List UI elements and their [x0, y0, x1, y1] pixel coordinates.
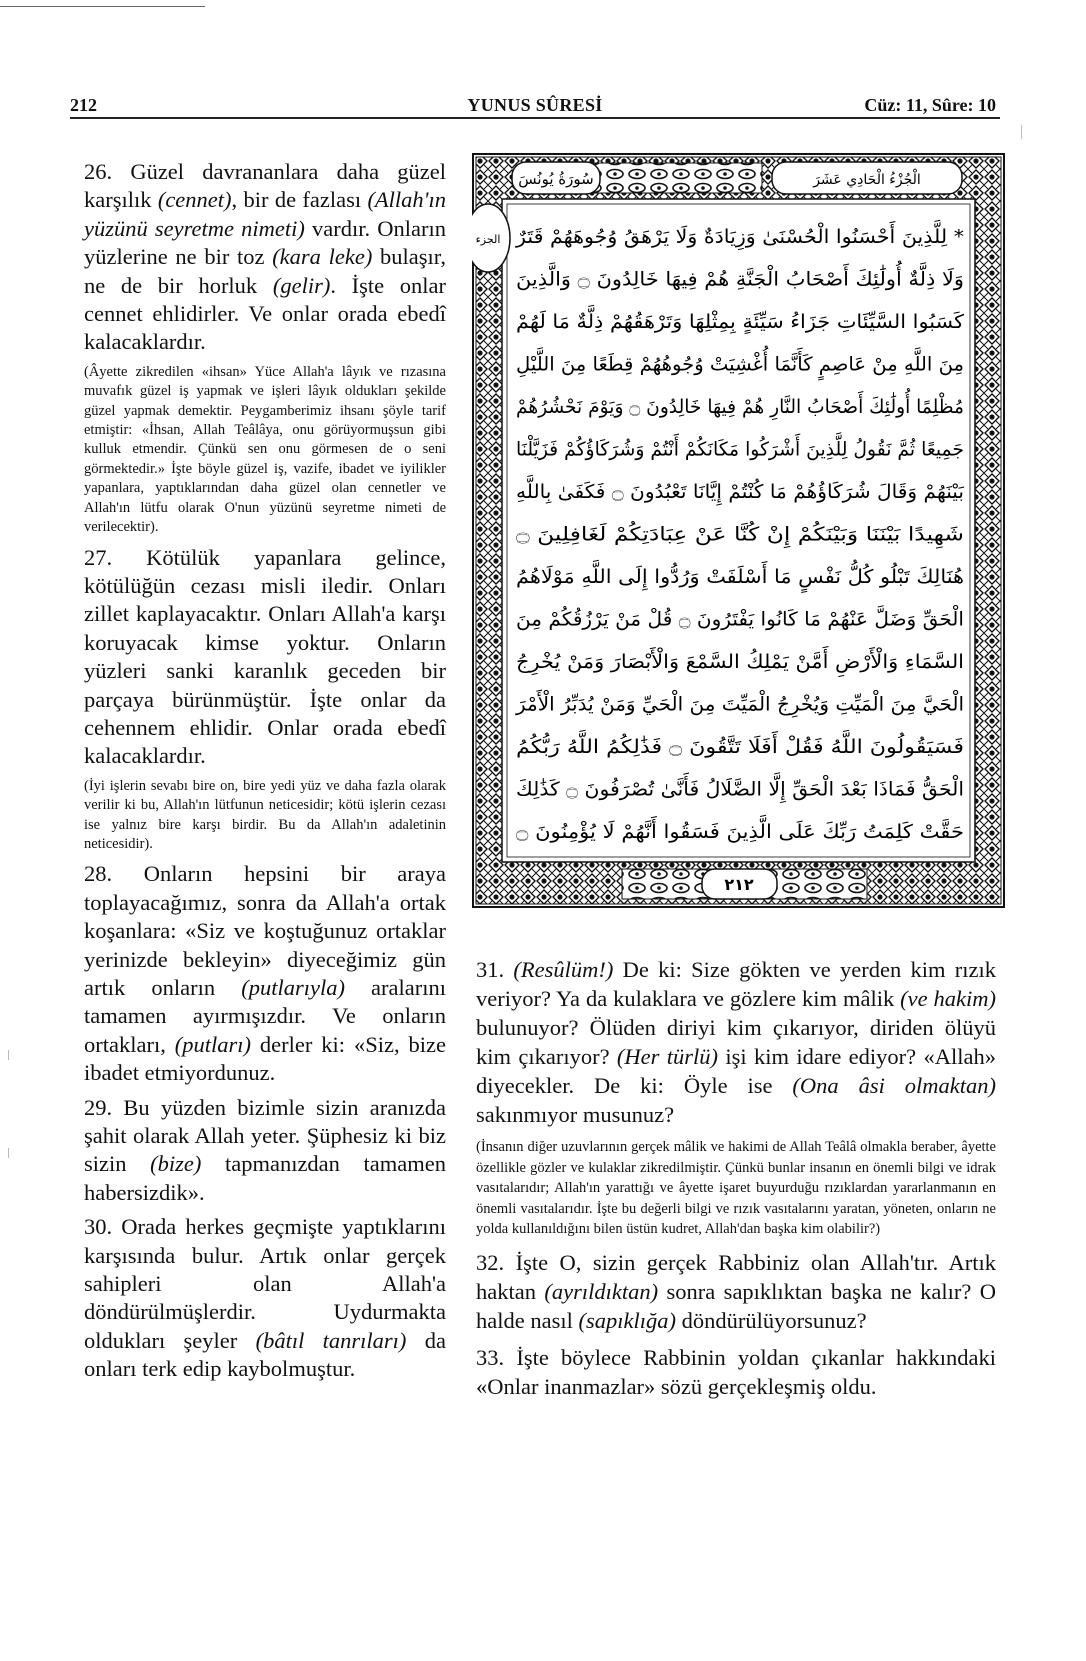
right-column [476, 955, 996, 1409]
arabic-line-14: الْحَقُّ فَمَاذَا بَعْدَ الْحَقِّ إِلَّا الضَّلَالُ فَأَنَّىٰ تُصْرَفُونَ ۝ كَذَٰلِكَ [516, 778, 939, 801]
arabic-line-2: وَلَا ذِلَّةٌ أُولَٰئِكَ أَصْحَابُ الْجَنَّةِ هُمْ فِيهَا خَالِدُونَ ۝ وَالَّذِينَ [516, 268, 930, 291]
footnote-31: (İnsanın diğer uzuvlarının gerçek mâlik ve hakimi de Allah Teâlâ olmakla beraber, âyette özellikle gözler ve kulaklar zikredilmiştir. Çünkü bunlar insanın en önemli bilgi ve idrak vasıtalarıdır; Allah'ın yarattığı ve âyette işaret buyurduğu rızıklardan yararlanmanın en önemli vasıtalarıdır. İşte bu değerli bilgi ve rızık vasıtalarını yaratan, yöneten, onların ne yolda kullanıldığını bilen üstün kudret, Allah'dan başka kim olabilir?) [476, 1139, 996, 1238]
arabic-page-number: ٢١٢ [724, 875, 754, 894]
arabic-line-7: بَيْنَهُمْ وَقَالَ شُرَكَاؤُهُمْ مَا كُنْتُمْ إِيَّانَا تَعْبُدُونَ ۝ فَكَفَىٰ بِاللَّهِ [516, 481, 945, 503]
sura-cartouche [512, 162, 600, 194]
arabic-line-3: كَسَبُوا السَّيِّئَاتِ جَزَاءُ سَيِّئَةٍ بِمِثْلِهَا وَتَرْهَقُهُمْ ذِلَّةٌ مَا لَهُمْ [516, 311, 925, 333]
arabic-line-12: الْحَيَّ مِنَ الْمَيِّتِ وَيُخْرِجُ الْمَيِّتَ مِنَ الْحَيِّ وَمَنْ يُدَبِّرُ الْأَمْرَ [516, 693, 942, 716]
page-number: 212 [70, 95, 97, 115]
juz-sura-label: Cüz: 11, Sûre: 10 [864, 95, 996, 115]
arabic-line-1: * لِلَّذِينَ أَحْسَنُوا الْحُسْنَىٰ وَزِيَادَةٌ وَلَا يَرْهَقُ وُجُوهَهُمْ قَتَرٌ [516, 226, 930, 248]
arabic-line-11: السَّمَاءِ وَالْأَرْضِ أَمَّنْ يَمْلِكُ السَّمْعَ وَالْأَبْصَارَ وَمَنْ يُخْرِجُ [516, 651, 924, 673]
footnote-27: (İyi işlerin sevabı bire on, bire yedi yüz ve daha fazla olarak verilir ki bu, Allah'ın lütfunun neticesidir; kötü işlerin cezası ise yalnız bire karşı birdir. Bu da Allah'ın adaletinin neticesidir). [84, 777, 446, 852]
margin-mark [8, 1050, 9, 1060]
arabic-line-13: فَسَيَقُولُونَ اللَّهُ فَقُلْ أَفَلَا تَتَّقُونَ ۝ فَذَٰلِكُمُ اللَّهُ رَبُّكُمُ [516, 736, 924, 758]
arabic-text-block [515, 220, 971, 843]
hizb-cartouche [772, 162, 962, 194]
left-column [84, 158, 446, 1390]
margin-mark [8, 1148, 9, 1158]
running-header [70, 95, 1000, 119]
verse-33: 33. İşte böylece Rabbinin yoldan çıkanlar hakkındaki «Onlar inanmazlar» sözü gerçekleşmiş oldu. [476, 1344, 996, 1399]
arabic-line-8: شَهِيدًا بَيْنَنَا وَبَيْنَكُمْ إِنْ كُنَّا عَنْ عِبَادَتِكُمْ لَغَافِلِينَ ۝ [516, 523, 883, 546]
arabic-line-6: جَمِيعًا ثُمَّ نَقُولُ لِلَّذِينَ أَشْرَكُوا مَكَانَكُمْ أَنْتُمْ وَشُرَكَاؤُكُمْ فَزَيَّلْنَا [516, 438, 970, 461]
sura-label: سُورَةُ يُونُسَ [518, 170, 594, 188]
page-number-cartouche [702, 869, 777, 899]
verse-30: 30. Orada herkes geçmişte yaptıklarını karşısında bulur. Artık onlar gerçek sahipleri olan Allah'a döndürülmüşlerdir. Uydurmakta oldukları şeyler (bâtıl tanrıları) da onları terk edip kaybolmuştur. [84, 1214, 446, 1382]
verse-26: 26. Güzel davrananlara daha güzel karşılık (cennet), bir de fazlası (Allah'ın yüzünü seyretme nimeti) vardır. Onların yüzlerine ne bir toz (kara leke) bulaşır, ne de bir horluk (gelir). İşte onlar cennet ehlidirler. Ve onlar orada ebedî kalacaklardır. [84, 159, 447, 355]
top-rule [0, 6, 205, 7]
arabic-line-10: الْحَقِّ وَضَلَّ عَنْهُمْ مَا كَانُوا يَفْتَرُونَ ۝ قُلْ مَنْ يَرْزُقُكُمْ مِنَ [516, 608, 950, 631]
margin-mark [1021, 125, 1022, 139]
side-label: الجزء [475, 233, 501, 246]
verse-31: 31. (Resûlüm!) De ki: Size gökten ve yerden kim rızık veriyor? Ya da kulaklara ve gözlere kim mâlik (ve hakim) bulunuyor? Ölüden diriyi kim çıkarıyor, diriden ölüyü kim çıkarıyor? (Her türlü) işi kim idare ediyor? «Allah» diyecekler. De ki: Öyle ise (Ona âsi olmaktan) sakınmıyor musunuz? [476, 957, 996, 1127]
verse-29: 29. Bu yüzden bizimle sizin aranızda şahit olarak Allah yeter. Şüphesiz ki biz sizin (bize) tapmanızdan tamamen habersizdik». [84, 1094, 447, 1205]
verse-27: 27. Kötülük yapanlara gelince, kötülüğün cezası misli iledir. Onları zillet kaplayacaktır. Onları Allah'a karşı koruyacak kimse yoktur. Onların yüzleri sanki karanlık geceden bir parçaya bürünmüştür. İşte onlar da cehennem ehlidir. Onlar orada ebedî kalacaklardır. [84, 544, 446, 769]
verse-32: 32. İşte O, sizin gerçek Rabbiniz olan Allah'tır. Artık haktan (ayrıldıktan) sonra sapıklıktan başka ne kalır? O halde nasıl (sapıklığa) döndürülüyorsunuz? [476, 1249, 996, 1333]
arabic-line-15: حَقَّتْ كَلِمَتُ رَبِّكَ عَلَى الَّذِينَ فَسَقُوا أَنَّهُمْ لَا يُؤْمِنُونَ ۝ [516, 821, 921, 843]
verse-28: 28. Onların hepsini bir araya toplayacağımız, sonra da Allah'a ortak koşanlara: «Siz ve koştuğunuz ortaklar yerinizde bekleyin» diyeceğimiz gün artık onların (putlarıyla) aralarını tamamen ayırmışızdır. Ve onların ortakları, (putları) derler ki: «Siz, bize ibadet etmiyordunuz. [84, 861, 447, 1086]
page-title: YUNUS SÛRESİ [467, 95, 603, 115]
arabic-line-9: هُنَالِكَ تَبْلُو كُلُّ نَفْسٍ مَا أَسْلَفَتْ وَرُدُّوا إِلَى اللَّهِ مَوْلَاهُمُ [516, 566, 925, 588]
hizb-label: الْجُزْءُ الْحَادِي عَشَرَ [813, 172, 921, 188]
arabic-line-5: مُظْلِمًا أُولَٰئِكَ أَصْحَابُ النَّارِ هُمْ فِيهَا خَالِدُونَ ۝ وَيَوْمَ نَحْشُرُهُمْ [516, 396, 971, 418]
arabic-line-4: مِنَ اللَّهِ مِنْ عَاصِمٍ كَأَنَّمَا أُغْشِيَتْ وُجُوهُهُمْ قِطَعًا مِنَ اللَّيْلِ [516, 353, 951, 376]
mushaf-page [472, 153, 1005, 908]
footnote-26: (Âyette zikredilen «ihsan» Yüce Allah'a lâyık ve rızasına muvafık güzel iş yapmak ve işleri lâyık oldukları şekilde güzel yapmak demektir. Peygamberimiz ihsanı şöyle tarif etmiştir: «İhsan, Allah Teâlâya, onu görüyormuşsun gibi kulluk etmendir. Çünkü sen onu görmesen de o seni görmektedir.» İşte böyle güzel iş, vazife, ibadet ve iyilikler yapanlara, yaptıklarından daha güzel olan cennetler ve Allah'ın lütfu olarak O'nun yüzünü seyretme nimeti de verilecektir). [84, 363, 446, 536]
side-medallion [472, 204, 510, 272]
